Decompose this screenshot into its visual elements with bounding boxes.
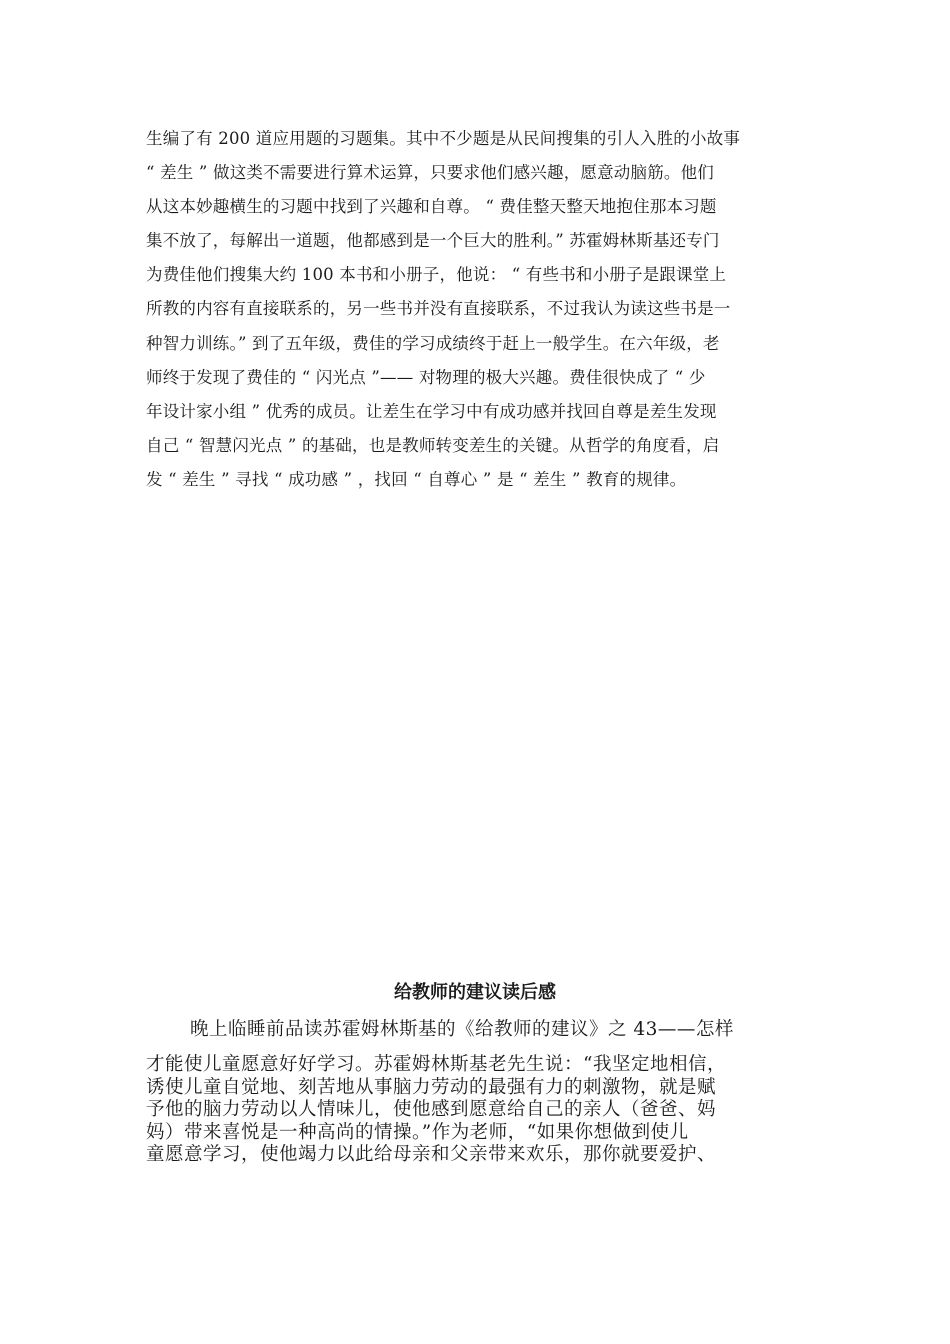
paragraph-line: 诱使儿童自觉地、刻苦地从事脑力劳动的最强有力的刺激物，就是赋 — [146, 1076, 717, 1098]
paragraph-first-line: 晚上临睡前品读苏霍姆林斯基的《给教师的建议》之 43——怎样 — [190, 1019, 734, 1040]
paragraph-line: 种智力训练。” 到了五年级，费佳的学习成绩终于赶上一般学生。在六年级，老 — [146, 333, 720, 353]
paragraph-line: “ 差生 ” 做这类不需要进行算术运算，只要求他们感兴趣，愿意动脑筋。他们 — [146, 163, 715, 183]
essay-title: 给教师的建议读后感 — [394, 982, 556, 1003]
paragraph-line: 予他的脑力劳动以人情味儿，使他感到愿意给自己的亲人（爸爸、妈 — [146, 1099, 717, 1120]
paragraph-line: 从这本妙趣横生的习题中找到了兴趣和自尊。 “ 费佳整天整天地抱住那本习题 — [146, 197, 717, 217]
paragraph-line: 师终于发现了费佳的 “ 闪光点 ”—— 对物理的极大兴趣。费佳很快成了 “ 少 — [146, 367, 706, 387]
paragraph-line: 童愿意学习，使他竭力以此给母亲和父亲带来欢乐，那你就要爱护、 — [146, 1144, 717, 1165]
paragraph-line: 年设计家小组 ” 优秀的成员。让差生在学习中有成功感并找回自尊是差生发现 — [146, 401, 717, 421]
paragraph-line: 所教的内容有直接联系的，另一些书并没有直接联系，不过我认为读这些书是一 — [146, 299, 731, 319]
paragraph-line: 自己 “ 智慧闪光点 ” 的基础，也是教师转变差生的关键。从哲学的角度看，启 — [146, 435, 720, 455]
paragraph-line: 集不放了，每解出一道题，他都感到是一个巨大的胜利。” 苏霍姆林斯基还专门 — [146, 231, 720, 251]
essay-continuation — [146, 122, 810, 497]
paragraph-line: 生编了有 200 道应用题的习题集。其中不少题是从民间搜集的引人入胜的小故事 — [146, 129, 741, 148]
paragraph-line: 妈）带来喜悦是一种高尚的情操。”作为老师，“如果你想做到使儿 — [146, 1121, 689, 1143]
paragraph-line: 为费佳他们搜集大约 100 本书和小册子，他说： “ 有些书和小册子是跟课堂上 — [146, 265, 727, 285]
essay-body — [146, 1014, 826, 1167]
paragraph-line: 发 “ 差生 ” 寻找 “ 成功感 ” ，找回 “ 自尊心 ” 是 “ 差生 ” 教育的规律。 — [146, 469, 687, 489]
paragraph-line: 才能使儿童愿意好好学习。苏霍姆林斯基老先生说：“我坚定地相信， — [146, 1054, 726, 1075]
